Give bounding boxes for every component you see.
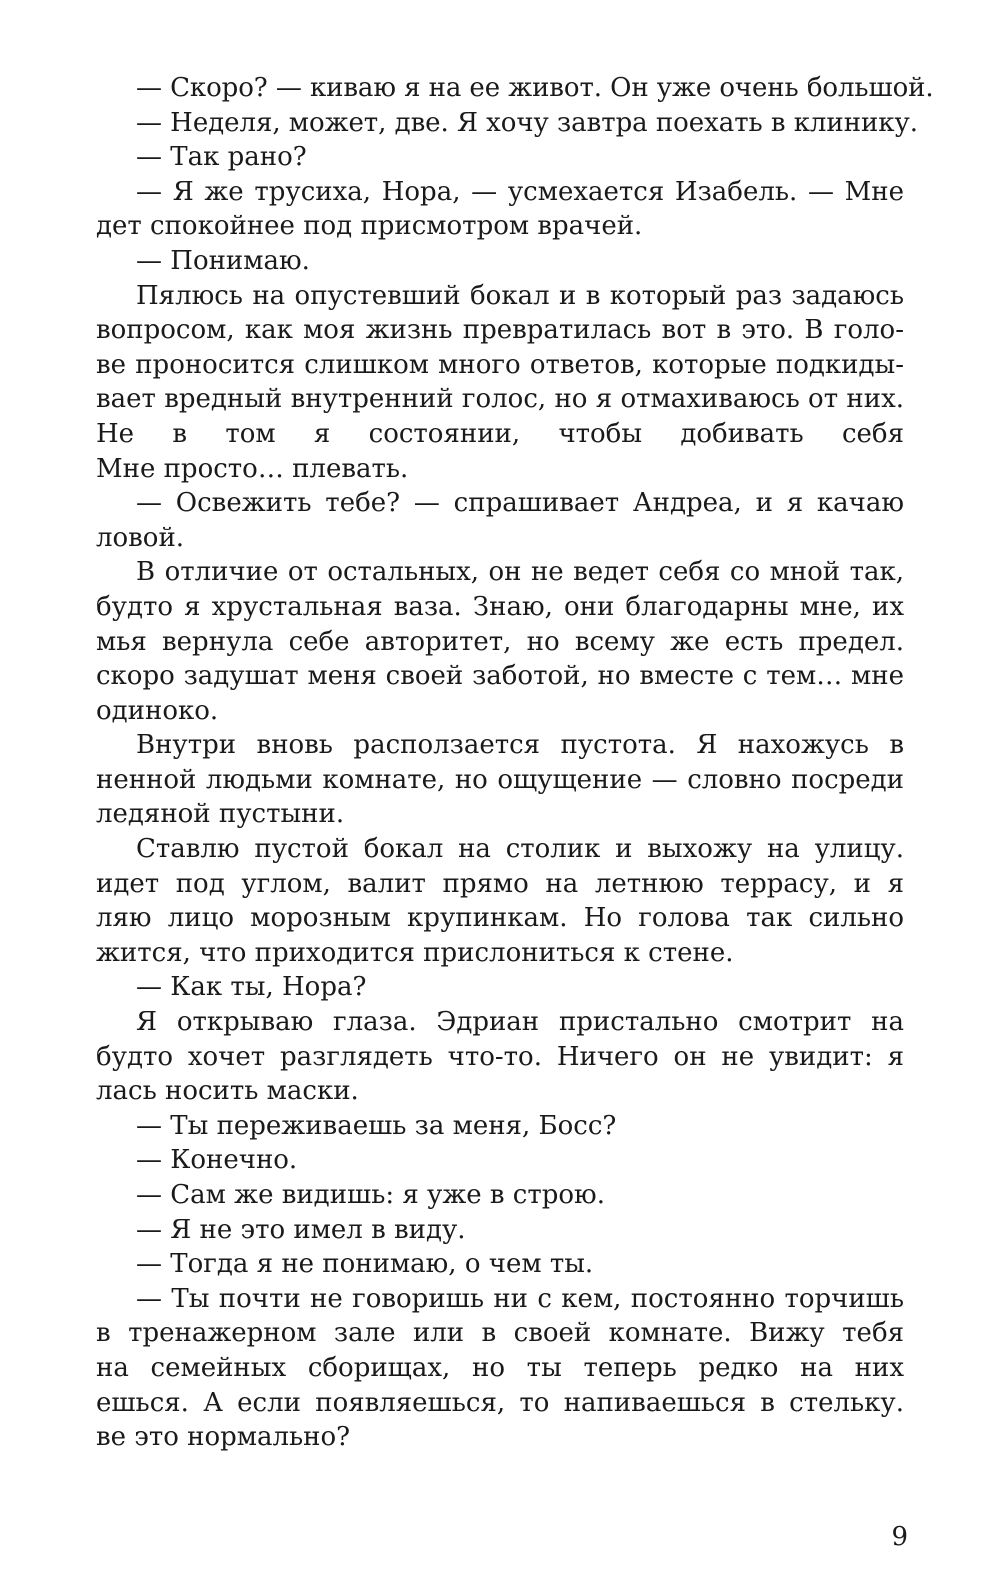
text-line: ешься. А если появляешься, то напиваешься в стельку. [96,1387,904,1418]
text-line: — Я не это имел в виду. [136,1214,466,1245]
text-line: дет спокойнее под присмотром врачей. [96,211,643,242]
text-line: Ставлю пустой бокал на столик и выхожу на улицу. [136,834,904,865]
text-line: Внутри вновь расползается пустота. Я нахожусь в [136,730,904,761]
text-line: Не в том я состоянии, чтобы добивать себя [96,418,904,449]
text-line: мья вернула себе авторитет, но всему же есть предел. [96,626,904,657]
text-line: — Так рано? [136,142,307,173]
text-line: В отличие от остальных, он не ведет себя со мной так, [136,557,904,588]
body-text [96,71,934,1455]
text-line: — Конечно. [136,1145,298,1176]
text-line: ве проносится слишком много ответов, которые подкиды- [96,349,904,380]
text-line: ловой. [96,522,185,553]
text-line: — Я же трусиха, Нора, — усмехается Изабель. — Мне [136,176,904,207]
text-line: идет под углом, валит прямо на летнюю террасу, и я [96,868,904,899]
text-line: будто хочет разглядеть что-то. Ничего он не увидит: я [96,1041,904,1072]
text-line: в тренажерном зале или в своей комнате. Вижу тебя [96,1318,904,1349]
text-line: вает вредный внутренний голос, но я отмахиваюсь от них. [96,384,904,415]
text-line: будто я хрустальная ваза. Знаю, они благодарны мне, их [96,591,904,622]
text-line: одиноко. [96,695,219,726]
text-line: — Скоро? — киваю я на ее живот. Он уже очень большой. [136,73,934,103]
text-line: — Освежить тебе? — спрашивает Андреа, и я качаю [136,488,904,519]
text-line: ве это нормально? [96,1422,351,1453]
text-line: скоро задушат меня своей заботой, но вместе с тем… мне [96,661,904,692]
text-line: ледяной пустыни. [96,799,345,830]
page-number: 9 [891,1522,908,1552]
text-line: ненной людьми комнате, но ощущение — словно посреди [96,764,904,795]
text-line: Я открываю глаза. Эдриан пристально смотрит на [136,1007,904,1038]
text-line: жится, что приходится прислониться к стене. [96,937,734,968]
text-line: — Неделя, может, две. Я хочу завтра поехать в клинику. [136,107,918,138]
text-line: вопросом, как моя жизнь превратилась вот в это. В голо- [96,315,904,346]
text-line: — Сам же видишь: я уже в строю. [136,1180,605,1210]
text-line: — Тогда я не понимаю, о чем ты. [136,1249,594,1280]
text-line: на семейных сборищах, но ты теперь редко на них [96,1352,904,1383]
text-line: — Ты переживаешь за меня, Босс? [136,1110,617,1141]
text-line: ляю лицо морозным крупинкам. Но голова так сильно [96,903,904,934]
text-line: Пялюсь на опустевший бокал и в который раз задаюсь [136,280,904,311]
text-line: Мне просто… плевать. [96,453,409,484]
text-line: — Как ты, Нора? [136,972,367,1003]
text-line: лась носить маски. [96,1076,359,1107]
text-line: — Понимаю. [136,245,310,276]
text-line: — Ты почти не говоришь ни с кем, постоянно торчишь [136,1283,904,1314]
